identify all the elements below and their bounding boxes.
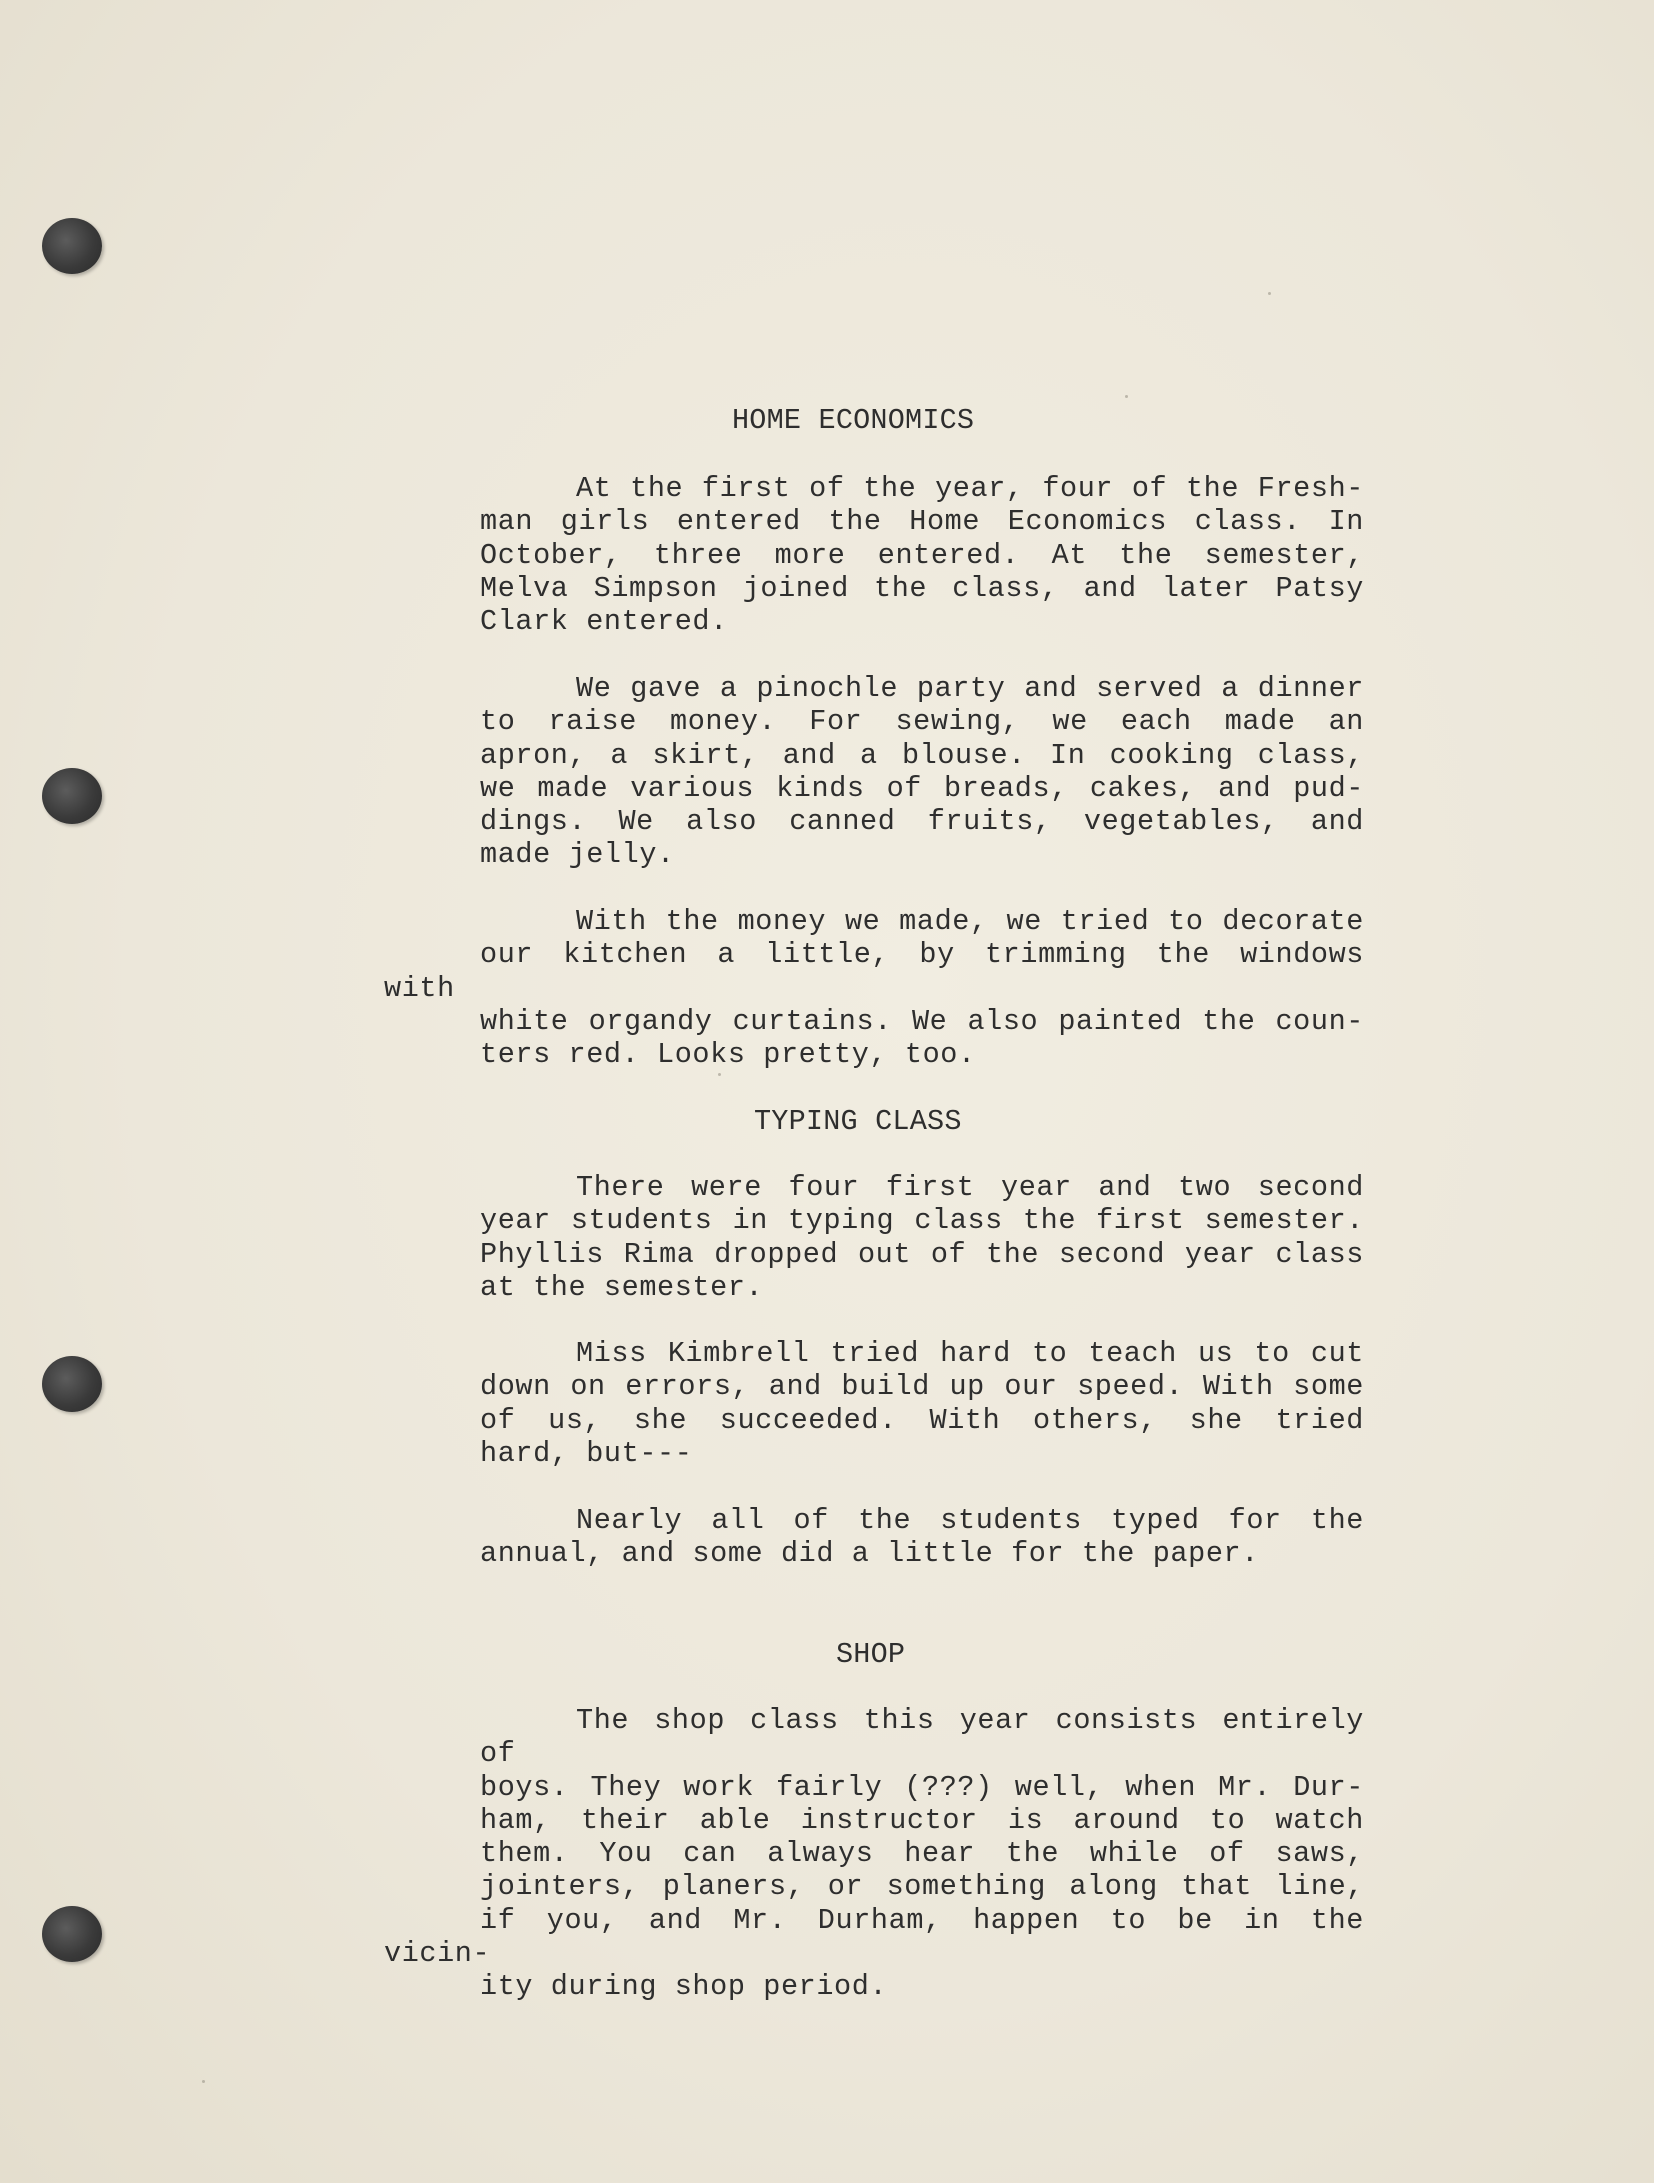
paper-speck <box>718 1073 721 1076</box>
text-line: hard, but--- <box>480 1436 693 1470</box>
text-line: annual, and some did a little for the paper. <box>480 1537 1259 1571</box>
typing-class-body <box>384 1171 1364 1304</box>
text-line: boys. They work fairly (???) well, when Mr. Dur- <box>480 1770 1364 1804</box>
text-line: man girls entered the Home Economics class. In <box>480 505 1364 539</box>
text-line: Melva Simpson joined the class, and later Patsy <box>480 571 1364 605</box>
binder-hole <box>42 768 102 824</box>
text-line: made jelly. <box>480 838 675 872</box>
text-line: There were four first year and two second <box>576 1171 1364 1204</box>
text-line: of us, she succeeded. With others, she tried <box>480 1403 1364 1437</box>
text-line: apron, a skirt, and a blouse. In cooking class, <box>480 738 1364 772</box>
text-line: year students in typing class the first semester. <box>480 1204 1364 1238</box>
text-line: to raise money. For sewing, we each made an <box>480 705 1364 739</box>
paper-speck <box>1125 395 1128 398</box>
text-line: down on errors, and build up our speed. With some <box>480 1370 1364 1404</box>
binder-hole <box>42 218 102 274</box>
paper-speck <box>1268 292 1271 295</box>
text-line: At the first of the year, four of the Fresh- <box>576 472 1364 505</box>
paragraph <box>384 672 1364 872</box>
paragraph <box>384 1171 1364 1304</box>
binder-hole <box>42 1356 102 1412</box>
text-line: Miss Kimbrell tried hard to teach us to cut <box>576 1337 1364 1370</box>
text-line: dings. We also canned fruits, vegetables, and <box>480 805 1364 839</box>
text-line: ham, their able instructor is around to watch <box>480 1803 1364 1837</box>
text-line: We gave a pinochle party and served a dinner <box>576 672 1364 705</box>
text-line: jointers, planers, or something along that line, <box>480 1870 1364 1904</box>
text-line: ters red. Looks pretty, too. <box>480 1038 976 1072</box>
text-line: The shop class this year consists entirely of <box>480 1704 1364 1771</box>
home-economics-body <box>384 905 1364 1071</box>
paragraph <box>384 1504 1364 1571</box>
paragraph <box>384 1704 1364 2004</box>
text-line: Clark entered. <box>480 605 728 639</box>
home-economics-body <box>384 472 1364 638</box>
paragraph <box>384 905 1364 1071</box>
paper-speck <box>202 2080 205 2083</box>
text-line: With the money we made, we tried to decorate <box>576 905 1364 938</box>
text-line: at the semester. <box>480 1270 764 1304</box>
binder-hole <box>42 1906 102 1962</box>
text-line: October, three more entered. At the semester, <box>480 538 1364 572</box>
section-heading-shop: SHOP <box>836 1638 906 1671</box>
text-line: Phyllis Rima dropped out of the second year class <box>480 1237 1364 1271</box>
text-line: our kitchen a little, by trimming the windows with <box>384 938 1364 1005</box>
typing-class-body <box>384 1337 1364 1470</box>
section-heading-typing-class: TYPING CLASS <box>754 1105 962 1138</box>
text-line: we made various kinds of breads, cakes, and pud- <box>480 771 1364 805</box>
text-line: them. You can always hear the while of saws, <box>480 1837 1364 1871</box>
text-line: white organdy curtains. We also painted the coun- <box>480 1004 1364 1038</box>
text-line: if you, and Mr. Durham, happen to be in the vicin- <box>384 1903 1364 1971</box>
typing-class-body <box>384 1504 1364 1571</box>
text-line: Nearly all of the students typed for the <box>576 1504 1364 1537</box>
paragraph <box>384 1337 1364 1470</box>
section-heading-home-economics: HOME ECONOMICS <box>732 404 975 437</box>
shop-body <box>384 1704 1364 2004</box>
text-line: ity during shop period. <box>480 1970 888 2004</box>
paragraph <box>384 472 1364 638</box>
home-economics-body <box>384 672 1364 872</box>
